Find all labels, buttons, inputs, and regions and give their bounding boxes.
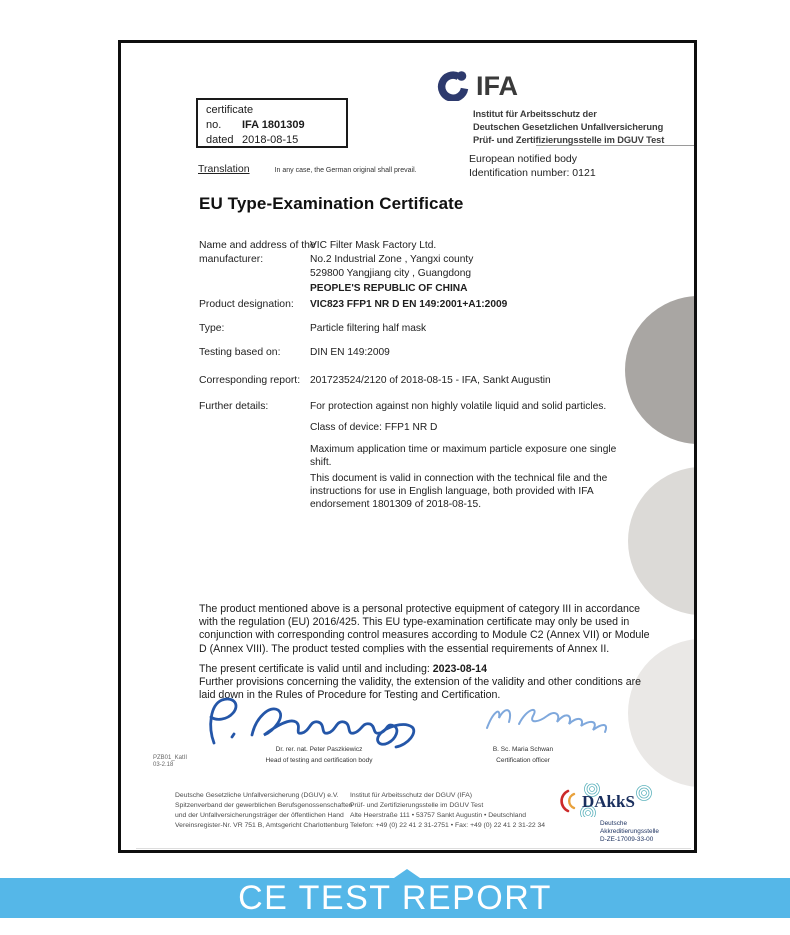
- signature-left-caption: [219, 744, 419, 766]
- field-label: [199, 400, 313, 414]
- translation-note: In any case, the German original shall prevail.: [274, 167, 417, 174]
- ifa-subtitle-line3: Prüf- und Zertifizierungsstelle im DGUV Test: [473, 135, 665, 145]
- certificate-content: [121, 43, 694, 850]
- translation-row: [198, 163, 417, 175]
- certificate-number-box: [196, 98, 348, 148]
- footer-line: Vereinsregister-Nr. VR 751 B, Amtsgericht Charlottenburg: [175, 822, 349, 829]
- document-validity-line: endorsement 1801309 of 2018-08-15.: [310, 499, 482, 511]
- category-paragraph-line: D (Annex VIII). The product tested complies with the essential requirements of Annex II.: [199, 642, 610, 655]
- signer-right-title: Certification officer: [496, 757, 550, 764]
- further-details-line: For protection against non highly volatile liquid and solid particles.: [310, 401, 607, 412]
- field-label-line: Testing based on:: [199, 347, 281, 358]
- page-bottom-rule: [136, 848, 691, 849]
- cert-box-title: certificate: [206, 104, 254, 116]
- footer-line: Telefon: +49 (0) 22 41 2 31-2751 • Fax: +49 (0) 22 41 2 31-22 34: [350, 822, 546, 829]
- translation-label: Translation: [198, 163, 250, 175]
- validity-prefix: The present certificate is valid until and including:: [199, 663, 433, 675]
- field-value: [310, 322, 660, 336]
- manufacturer-address-line: No.2 Industrial Zone , Yangxi county: [310, 254, 474, 266]
- signature-right-caption: [453, 744, 593, 766]
- header-divider: [536, 145, 697, 146]
- ifa-logo-block: [436, 71, 664, 147]
- banner-notch: [394, 869, 420, 878]
- validity-date: 2023-08-14: [432, 663, 487, 675]
- certificate-page: [118, 40, 697, 853]
- report-value: 201723524/2120 of 2018-08-15 - IFA, Sankt Augustin: [310, 375, 551, 386]
- provisions-paragraph-line: Further provisions concerning the validity, the extension of the validity and other conditions are: [199, 676, 642, 688]
- ifa-subtitle-line1: Institut für Arbeitsschutz der: [473, 109, 597, 119]
- document-validity-line: This document is valid in connection with the technical file and the: [310, 473, 608, 484]
- cert-no-value: IFA 1801309: [242, 119, 305, 131]
- signer-left-title: Head of testing and certification body: [265, 757, 373, 764]
- footer-line: Alte Heerstraße 111 • 53757 Sankt Augustin • Deutschland: [350, 812, 527, 819]
- type-value: Particle filtering half mask: [310, 323, 427, 334]
- validity-line: [199, 663, 679, 676]
- field-label: [199, 298, 313, 312]
- category-paragraph-line: with the regulation (EU) 2016/425. This EU type-examination certificate may only be used in: [199, 616, 630, 629]
- ifa-logo-row: [436, 71, 664, 106]
- field-label-line: Product designation:: [199, 299, 294, 310]
- field-label-line: manufacturer:: [199, 253, 264, 265]
- testing-standard-value: DIN EN 149:2009: [310, 347, 390, 358]
- further-paragraph-document-validity: [310, 472, 660, 512]
- notified-body-line1: European notified body: [469, 153, 577, 165]
- class-of-device-line: Class of device: FFP1 NR D: [310, 422, 438, 433]
- field-label: [199, 239, 316, 266]
- field-label: [199, 322, 313, 336]
- dakks-caption-line3: D-ZE-17009-33-00: [600, 836, 654, 843]
- dakks-logo-block: [558, 783, 678, 844]
- max-application-line: shift.: [310, 457, 332, 469]
- document-title: EU Type-Examination Certificate: [199, 194, 464, 213]
- footer-line: Spitzenverband der gewerblichen Berufsgenossenschaften: [175, 802, 353, 809]
- ce-test-report-banner: [0, 878, 790, 918]
- further-paragraph-class-of-device: [310, 421, 660, 434]
- ifa-subtitle: [473, 108, 664, 147]
- field-label-line: Name and address of the: [199, 240, 316, 251]
- dakks-caption: [600, 820, 678, 844]
- cert-dated-label: dated: [206, 134, 234, 146]
- field-label-line: Corresponding report:: [199, 375, 301, 386]
- footer-column-ifa: [350, 791, 545, 831]
- ifa-subtitle-line2: Deutschen Gesetzlichen Unfallversicherung: [473, 122, 664, 132]
- form-code: [153, 755, 187, 769]
- dakks-logo-icon: [558, 783, 678, 822]
- product-designation-value: VIC823 FFP1 NR D EN 149:2001+A1:2009: [310, 299, 508, 310]
- notified-body-line2: Identification number: 0121: [469, 166, 596, 179]
- dakks-caption-line2: Akkreditierungsstelle: [600, 828, 659, 835]
- form-code-line2: 03-2.18: [153, 762, 174, 768]
- further-paragraph-max-application: [310, 443, 660, 469]
- signer-right-name: B. Sc. Maria Schwan: [492, 746, 554, 753]
- category-paragraph-line: The product mentioned above is a personal protective equipment of category III in accordance: [199, 603, 641, 615]
- manufacturer-name: VIC Filter Mask Factory Ltd.: [310, 240, 437, 251]
- footer-column-dguv: [175, 791, 353, 831]
- field-label-line: Type:: [199, 323, 225, 334]
- footer-line: Deutsche Gesetzliche Unfallversicherung (DGUV) e.V.: [175, 792, 339, 799]
- category-paragraph: [199, 603, 679, 656]
- cert-box-number-row: [206, 118, 346, 133]
- cert-no-label: no.: [206, 119, 222, 131]
- svg-text:DAkkS: DAkkS: [582, 792, 635, 811]
- footer-line: und der Unfallversicherungsträger der öffentlichen Hand: [175, 812, 344, 819]
- document-validity-line: instructions for use in English language, both provided with IFA: [310, 486, 594, 498]
- field-value: [310, 298, 660, 312]
- signer-left-name: Dr. rer. nat. Peter Paszkiewicz: [275, 746, 363, 753]
- provisions-paragraph-line: laid down in the Rules of Procedure for Testing and Certification.: [199, 689, 501, 702]
- field-value: [310, 400, 660, 414]
- field-value: [310, 374, 660, 388]
- manufacturer-address-line: 529800 Yangjiang city , Guangdong: [310, 268, 472, 280]
- notified-body-block: [469, 153, 596, 180]
- cert-dated-value: 2018-08-15: [242, 134, 299, 146]
- field-label: [199, 346, 313, 360]
- dakks-caption-line1: Deutsche: [600, 820, 627, 827]
- field-value: [310, 239, 660, 296]
- field-value: [310, 346, 660, 360]
- footer-line: Prüf- und Zertifizierungsstelle im DGUV Test: [350, 802, 484, 809]
- banner-title: CE TEST REPORT: [238, 878, 552, 917]
- category-paragraph-line: conjunction with corresponding control measures according to Module C2 (Annex VII) or Module: [199, 629, 650, 642]
- ifa-logo-icon: [436, 71, 470, 106]
- field-label-line: Further details:: [199, 401, 269, 412]
- form-code-line1: PZB01_KatII: [153, 755, 188, 761]
- ifa-acronym: IFA: [476, 71, 519, 101]
- field-label: [199, 374, 313, 388]
- max-application-line: Maximum application time or maximum particle exposure one single: [310, 444, 617, 455]
- manufacturer-country: PEOPLE'S REPUBLIC OF CHINA: [310, 282, 468, 294]
- signature-right-scribble: [479, 698, 615, 745]
- footer-line: Institut für Arbeitsschutz der DGUV (IFA): [350, 792, 473, 799]
- cert-box-date-row: [206, 133, 346, 148]
